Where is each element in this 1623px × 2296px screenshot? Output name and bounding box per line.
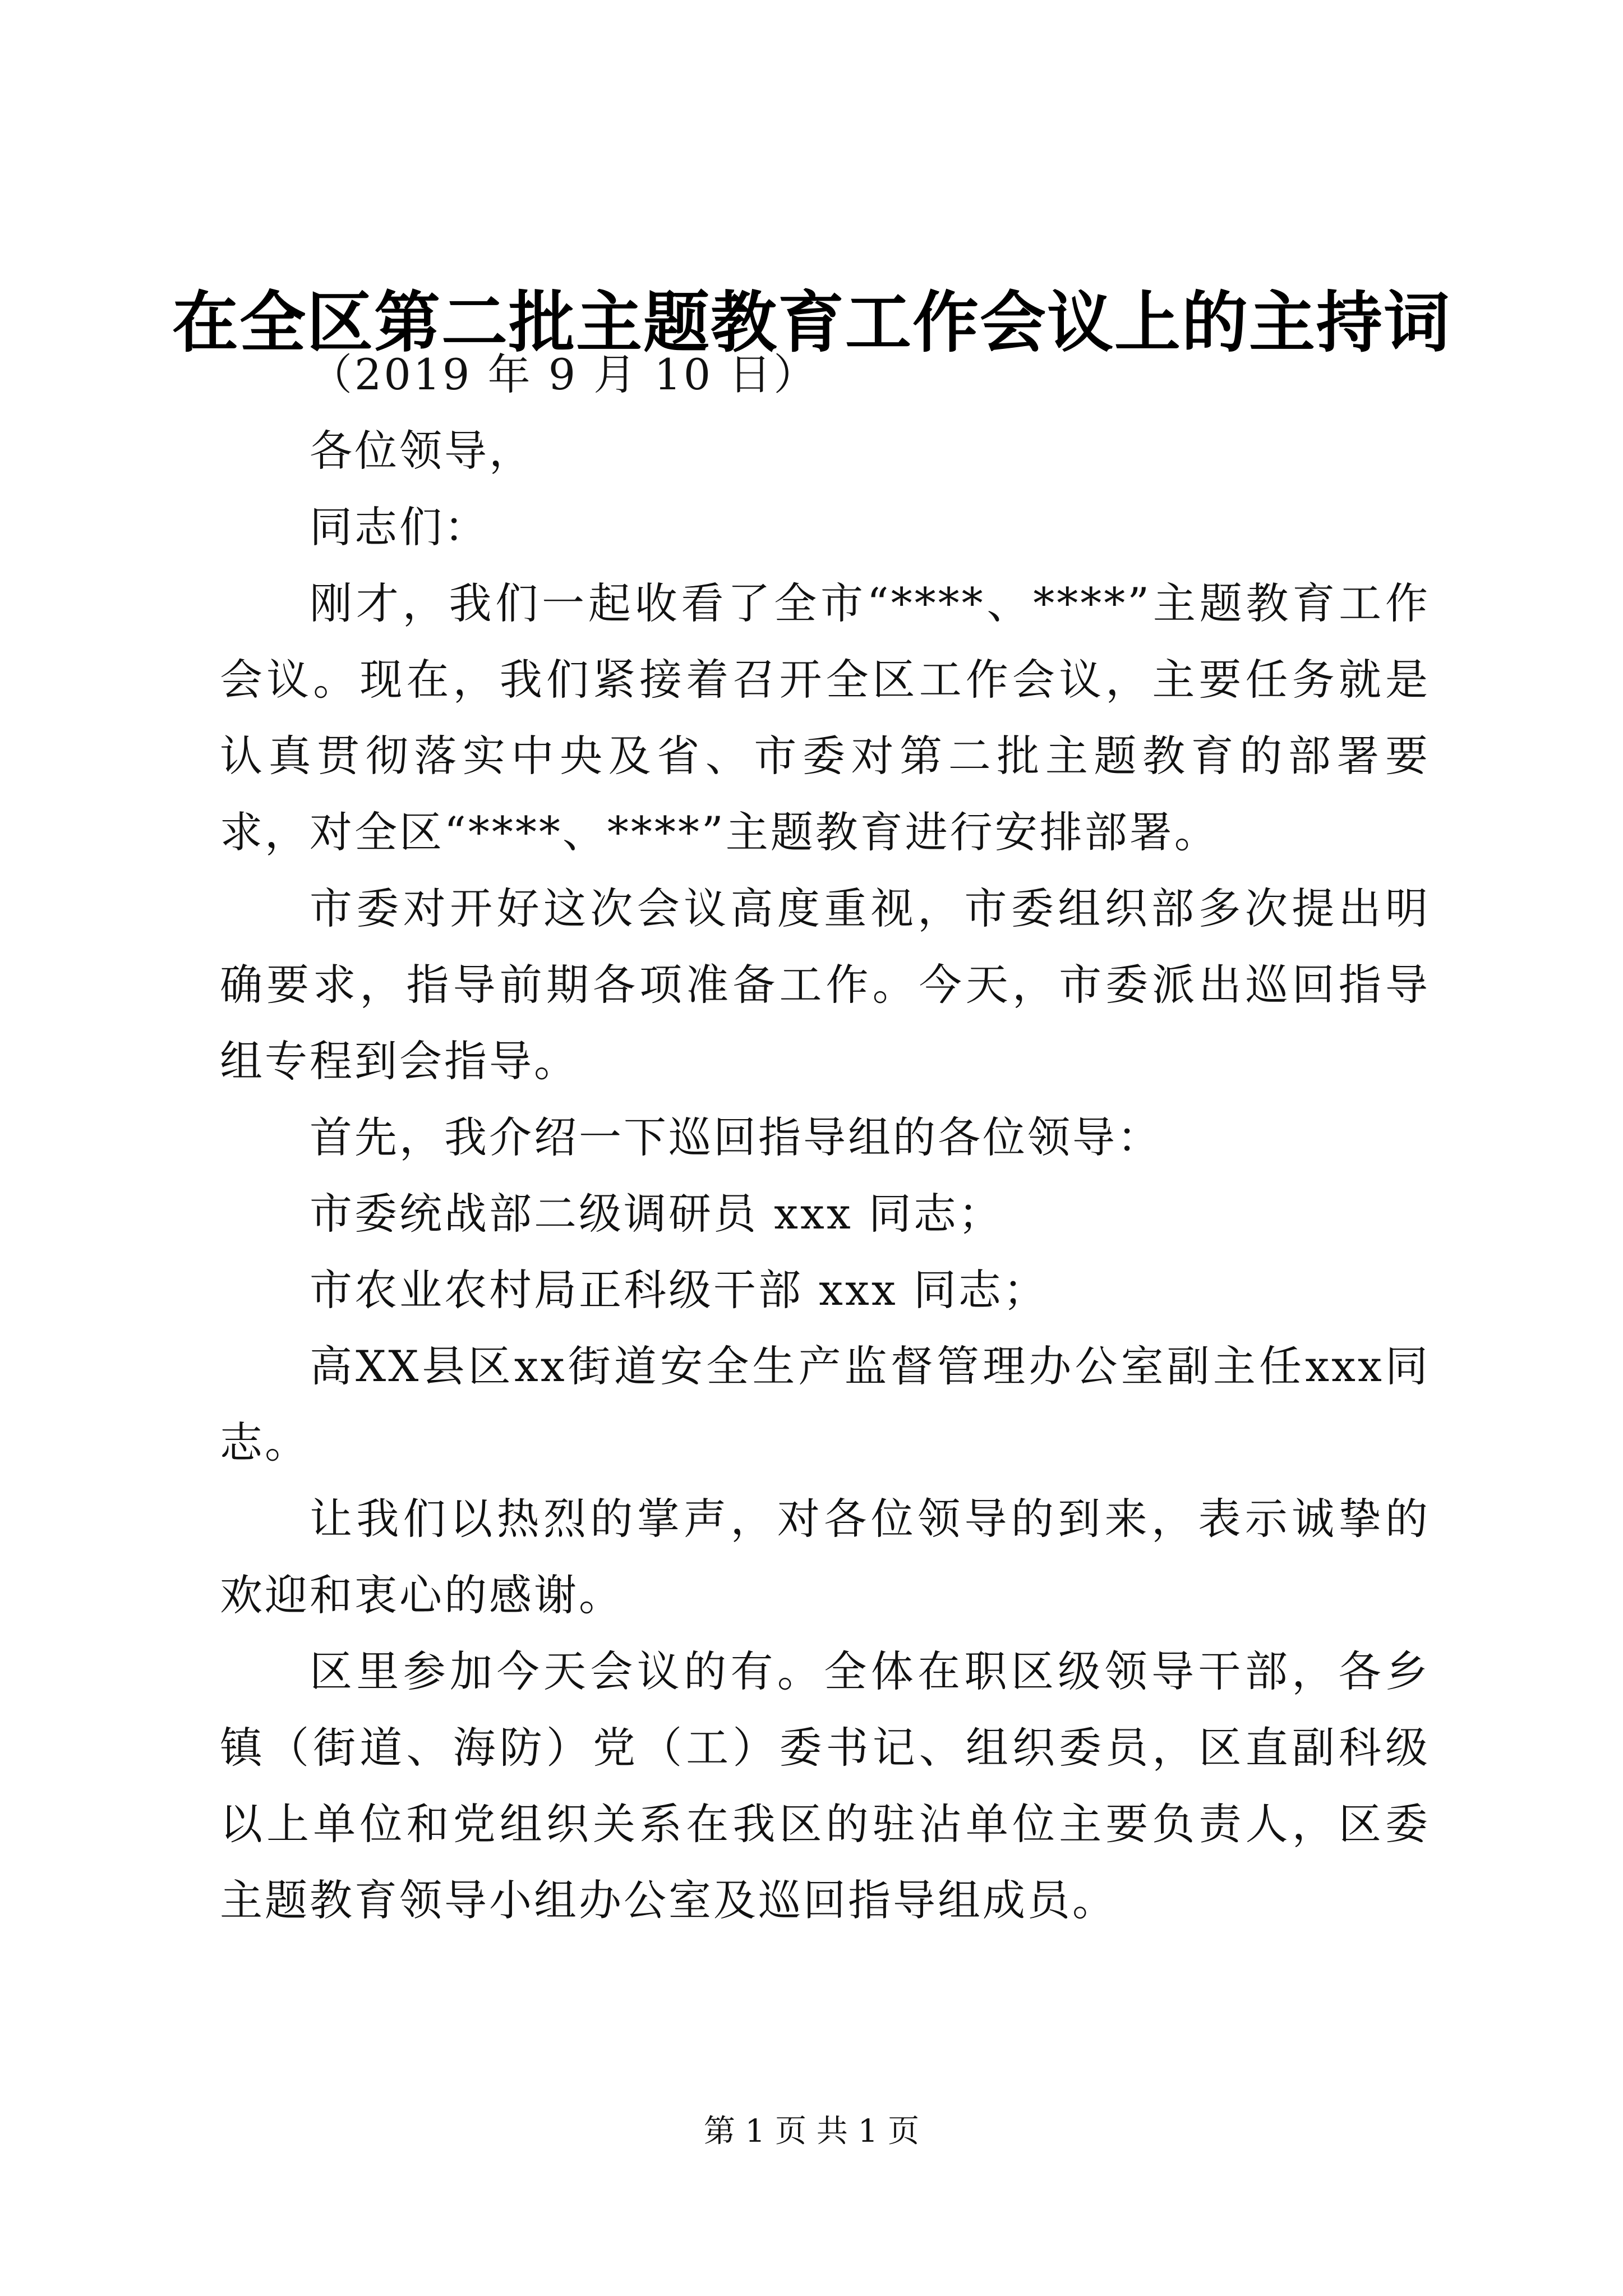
document-body — [220, 337, 1430, 1939]
salutation-leaders: 各位领导， — [310, 426, 534, 476]
date-line: （2019 年 9 月 10 日） — [310, 349, 819, 399]
paragraph-city-committee: 市委对开好这次会议高度重视，市委组织部多次提出明确要求，指导前期各项准备工作。今天，市委派出巡回指导组专程到会指导。 — [220, 884, 1430, 1086]
paragraph-meeting-intro: 刚才，我们一起收看了全市“****、****”主题教育工作会议。现在，我们紧接着召开全区工作会议，主要任务就是认真贯彻落实中央及省、市委对第二批主题教育的部署要求，对全区“****、****”主题教育进行安排部署。 — [220, 578, 1430, 857]
leader-line-2: 市农业农村局正科级干部 xxx 同志； — [310, 1265, 1048, 1315]
document-title: 在全区第二批主题教育工作会议上的主持词 — [172, 283, 1451, 361]
salutation-comrades: 同志们： — [310, 502, 489, 552]
paragraph-attendees: 区里参加今天会议的有。全体在职区级领导干部，各乡镇（街道、海防）党（工）委书记、组织委员，区直副科级以上单位和党组织关系在我区的驻沾单位主要负责人，区委主题教育领导小组办公室及巡回指导组成员。 — [220, 1646, 1430, 1925]
paragraph-welcome: 让我们以热烈的掌声，对各位领导的到来，表示诚挚的欢迎和衷心的感谢。 — [220, 1494, 1430, 1620]
paragraph-introduction: 首先，我介绍一下巡回指导组的各位领导： — [310, 1112, 1162, 1162]
leader-line-1: 市委统战部二级调研员 xxx 同志； — [310, 1189, 1003, 1239]
leader-line-3: 高XX县区xx街道安全生产监督管理办公室副主任xxx同志。 — [220, 1341, 1430, 1467]
page-footer: 第 1 页 共 1 页 — [703, 2113, 920, 2150]
